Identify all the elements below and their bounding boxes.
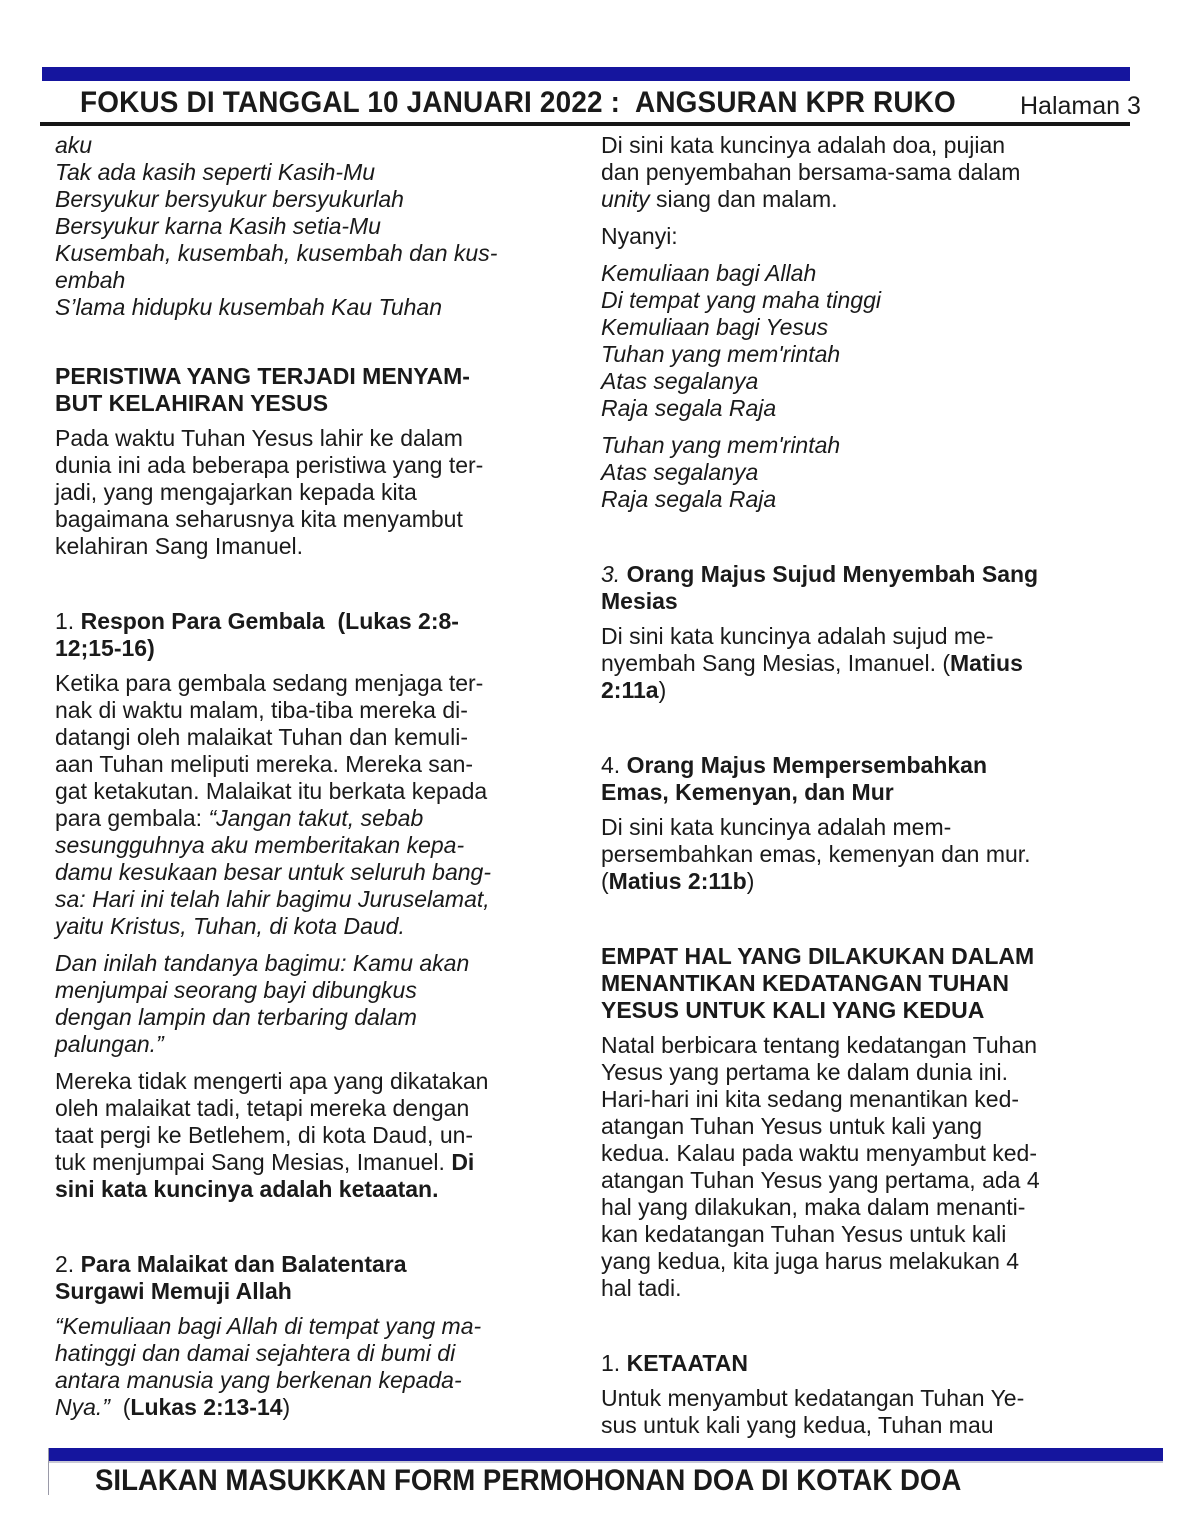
text-run: EMPAT HAL YANG DILAKUKAN DALAM xyxy=(601,943,1035,969)
text-line xyxy=(55,1068,585,1095)
heading-ketaatan xyxy=(601,1350,1156,1377)
text-run: para gembala: xyxy=(55,805,209,831)
text-line xyxy=(55,950,585,977)
text-line xyxy=(55,1149,585,1176)
text-line xyxy=(55,425,585,452)
heading-orang-majus-persembahan xyxy=(601,752,1156,806)
text-run: 1. xyxy=(601,1350,627,1376)
text-line xyxy=(55,213,585,240)
text-run: Bersyukur bersyukur bersyukurlah xyxy=(55,186,404,212)
text-run: tuk menjumpai Sang Mesias, Imanuel. xyxy=(55,1149,452,1175)
text-run: atangan Tuhan Yesus untuk kali yang xyxy=(601,1113,983,1139)
text-line xyxy=(601,1167,1156,1194)
heading-empat-hal xyxy=(601,943,1156,1024)
text-line xyxy=(601,814,1156,841)
para-tanda xyxy=(55,950,585,1058)
text-line xyxy=(601,1412,1156,1439)
text-line xyxy=(601,1140,1156,1167)
text-run: Lukas 2:13-14 xyxy=(130,1394,283,1420)
text-line xyxy=(601,1385,1156,1412)
text-run: Kusembah, kusembah, kusembah dan kus- xyxy=(55,240,498,266)
text-run: hal yang dilakukan, maka dalam menanti- xyxy=(601,1194,1026,1220)
heading-orang-majus-sujud xyxy=(601,561,1156,615)
para-peristiwa xyxy=(55,425,585,560)
text-line xyxy=(55,132,585,159)
text-line xyxy=(601,1059,1156,1086)
text-run: Natal berbicara tentang kedatangan Tuhan xyxy=(601,1032,1038,1058)
text-line xyxy=(55,1176,585,1203)
text-line xyxy=(55,1340,585,1367)
text-line xyxy=(55,886,585,913)
text-run: Raja segala Raja xyxy=(601,486,777,512)
text-run: ) xyxy=(746,868,755,894)
text-run: Yesus yang pertama ke dalam dunia ini. xyxy=(601,1059,1009,1085)
frame-edge-line xyxy=(48,1448,49,1495)
text-run: KETAATAN xyxy=(626,1350,748,1376)
text-run: oleh malaikat tadi, tetapi mereka dengan xyxy=(55,1095,470,1121)
text-run: Respon Para Gembala (Lukas 2:8- xyxy=(80,608,459,634)
text-line xyxy=(55,832,585,859)
text-line xyxy=(55,1004,585,1031)
text-run: Raja segala Raja xyxy=(601,395,777,421)
text-line xyxy=(55,1122,585,1149)
text-run: ( xyxy=(601,868,609,894)
text-run: gat ketakutan. Malaikat itu berkata kepada xyxy=(55,778,488,804)
song-opening xyxy=(55,132,585,321)
song-kemuliaan-stanza-2 xyxy=(601,432,1156,513)
text-run: bagaimana seharusnya kita menyambut xyxy=(55,506,463,532)
heading-malaikat-balatentara xyxy=(55,1251,585,1305)
text-run: Tak ada kasih seperti Kasih-Mu xyxy=(55,159,376,185)
text-run: kelahiran Sang Imanuel. xyxy=(55,533,304,559)
text-run: Di sini kata kuncinya adalah mem- xyxy=(601,814,952,840)
text-run: Kemuliaan bagi Yesus xyxy=(601,314,829,340)
text-run: atangan Tuhan Yesus yang pertama, ada 4 xyxy=(601,1167,1040,1193)
text-run: 2:11a xyxy=(601,677,659,703)
text-line xyxy=(601,650,1156,677)
text-line xyxy=(601,459,1156,486)
text-line xyxy=(601,997,1156,1024)
text-line xyxy=(601,943,1156,970)
text-line xyxy=(55,778,585,805)
text-line xyxy=(55,294,585,321)
text-line xyxy=(55,697,585,724)
text-line xyxy=(55,859,585,886)
text-run: Matius xyxy=(950,650,1023,676)
text-line xyxy=(55,608,585,635)
text-run: Pada waktu Tuhan Yesus lahir ke dalam xyxy=(55,425,463,451)
text-run: 1. xyxy=(55,608,81,634)
text-run: dunia ini ada beberapa peristiwa yang ter- xyxy=(55,452,484,478)
text-run: 4. xyxy=(601,752,627,778)
text-line xyxy=(601,395,1156,422)
text-line xyxy=(55,240,585,267)
text-run: sus untuk kali yang kedua, Tuhan mau xyxy=(601,1412,994,1438)
text-run: unity xyxy=(601,186,650,212)
text-line xyxy=(601,186,1156,213)
text-run: dan penyembahan bersama-sama dalam xyxy=(601,159,1021,185)
text-run: aku xyxy=(55,132,93,158)
text-run: S’lama hidupku kusembah Kau Tuhan xyxy=(55,294,442,320)
text-line xyxy=(55,635,585,662)
text-run: Atas segalanya xyxy=(601,368,759,394)
text-run: BUT KELAHIRAN YESUS xyxy=(55,390,329,416)
heading-respon-gembala xyxy=(55,608,585,662)
para-natal xyxy=(601,1032,1156,1302)
text-line xyxy=(601,341,1156,368)
text-line xyxy=(55,186,585,213)
text-run: hal tadi. xyxy=(601,1275,682,1301)
text-line xyxy=(601,314,1156,341)
para-kemuliaan-quote xyxy=(55,1313,585,1421)
text-run: YESUS UNTUK KALI YANG KEDUA xyxy=(601,997,985,1023)
text-line xyxy=(601,260,1156,287)
text-line xyxy=(55,1095,585,1122)
text-run: 2. xyxy=(55,1251,81,1277)
text-line xyxy=(601,1275,1156,1302)
para-persembahan xyxy=(601,814,1156,895)
text-line xyxy=(601,223,1156,250)
text-line xyxy=(55,1278,585,1305)
text-line xyxy=(601,868,1156,895)
text-run: siang dan malam. xyxy=(649,186,838,212)
text-line xyxy=(55,363,585,390)
text-line xyxy=(55,506,585,533)
text-run: aan Tuhan meliputi mereka. Mereka san- xyxy=(55,751,474,777)
text-run: palungan.” xyxy=(55,1031,164,1057)
text-line xyxy=(55,479,585,506)
text-run: hatinggi dan damai sejahtera di bumi di xyxy=(55,1340,456,1366)
text-line xyxy=(601,1194,1156,1221)
text-line xyxy=(55,1031,585,1058)
text-line xyxy=(55,977,585,1004)
text-line xyxy=(55,533,585,560)
label-nyanyi xyxy=(601,223,1156,250)
text-line xyxy=(55,805,585,832)
text-line xyxy=(601,1248,1156,1275)
text-run: datangi oleh malaikat Tuhan dan kemuli- xyxy=(55,724,468,750)
text-run: 3. xyxy=(601,561,627,587)
para-respon-gembala xyxy=(55,670,585,940)
text-line xyxy=(601,561,1156,588)
text-line xyxy=(55,1367,585,1394)
text-run: persembahkan emas, kemenyan dan mur. xyxy=(601,841,1031,867)
left-column xyxy=(55,132,585,1421)
text-run: Surgawi Memuji Allah xyxy=(55,1278,292,1304)
text-line xyxy=(601,368,1156,395)
text-run: sa: Hari ini telah lahir bagimu Juruselamat, xyxy=(55,886,490,912)
text-line xyxy=(601,486,1156,513)
page-number-label: Halaman 3 xyxy=(1020,92,1141,120)
heading-peristiwa xyxy=(55,363,585,417)
text-run: Tuhan yang mem'rintah xyxy=(601,432,841,458)
text-line xyxy=(601,1113,1156,1140)
text-run: dengan lampin dan terbaring dalam xyxy=(55,1004,417,1030)
text-line xyxy=(601,841,1156,868)
text-line xyxy=(55,390,585,417)
text-run: Dan inilah tandanya bagimu: Kamu akan xyxy=(55,950,470,976)
text-run: Atas segalanya xyxy=(601,459,759,485)
text-run: nak di waktu malam, tiba-tiba mereka di- xyxy=(55,697,468,723)
para-menyambut-kedatangan xyxy=(601,1385,1156,1439)
text-run: sini kata kuncinya adalah ketaatan. xyxy=(55,1176,439,1202)
text-line xyxy=(601,1221,1156,1248)
text-run: Mereka tidak mengerti apa yang dikatakan xyxy=(55,1068,489,1094)
text-run: taat pergi ke Betlehem, di kota Daud, un- xyxy=(55,1122,474,1148)
text-run: Hari-hari ini kita sedang menantikan ked- xyxy=(601,1086,1020,1112)
text-run: Di sini kata kuncinya adalah sujud me- xyxy=(601,623,994,649)
text-run: Orang Majus Mempersembahkan xyxy=(626,752,988,778)
text-run: Matius 2:11b xyxy=(608,868,747,894)
text-run: yaitu Kristus, Tuhan, di kota Daud. xyxy=(55,913,405,939)
text-line xyxy=(55,1251,585,1278)
text-line xyxy=(601,159,1156,186)
page-title: FOKUS DI TANGGAL 10 JANUARI 2022 : ANGSURAN KPR RUKO xyxy=(80,86,956,119)
text-run: ) xyxy=(282,1394,291,1420)
footer-accent-bar xyxy=(48,1448,1163,1463)
text-line xyxy=(601,132,1156,159)
text-line xyxy=(601,1086,1156,1113)
text-line xyxy=(55,159,585,186)
top-accent-bar xyxy=(42,67,1130,81)
text-line xyxy=(601,1350,1156,1377)
text-run: Di tempat yang maha tinggi xyxy=(601,287,881,313)
text-run: ) xyxy=(658,677,667,703)
text-run: embah xyxy=(55,267,126,293)
para-ketaatan xyxy=(55,1068,585,1203)
text-line xyxy=(601,779,1156,806)
text-run: kan kedatangan Tuhan Yesus untuk kali xyxy=(601,1221,1007,1247)
text-line xyxy=(601,752,1156,779)
text-run: antara manusia yang berkenan kepada- xyxy=(55,1367,462,1393)
text-run: Ketika para gembala sedang menjaga ter- xyxy=(55,670,484,696)
text-line xyxy=(601,970,1156,997)
text-run: damu kesukaan besar untuk seluruh bang- xyxy=(55,859,492,885)
text-run: Orang Majus Sujud Menyembah Sang xyxy=(626,561,1039,587)
text-run: PERISTIWA YANG TERJADI MENYAM- xyxy=(55,363,470,389)
text-run: MENANTIKAN KEDATANGAN TUHAN xyxy=(601,970,1010,996)
text-line xyxy=(55,670,585,697)
text-run: menjumpai seorang bayi dibungkus xyxy=(55,977,417,1003)
text-line xyxy=(55,751,585,778)
text-run: Bersyukur karna Kasih setia-Mu xyxy=(55,213,381,239)
text-line xyxy=(55,267,585,294)
right-column xyxy=(601,132,1156,1439)
text-line xyxy=(55,724,585,751)
text-line xyxy=(55,913,585,940)
song-kemuliaan-stanza-1 xyxy=(601,260,1156,422)
text-run: Mesias xyxy=(601,588,678,614)
text-run: “Kemuliaan bagi Allah di tempat yang ma- xyxy=(55,1313,482,1339)
footer-notice: SILAKAN MASUKKAN FORM PERMOHONAN DOA DI KOTAK DOA xyxy=(95,1464,962,1497)
text-run: 12;15-16) xyxy=(55,635,155,661)
text-run: Para Malaikat dan Balatentara xyxy=(80,1251,407,1277)
text-run: yang kedua, kita juga harus melakukan 4 xyxy=(601,1248,1020,1274)
text-run: sesungguhnya aku memberitakan kepa- xyxy=(55,832,465,858)
text-run: ( xyxy=(122,1394,131,1420)
para-doa-pujian xyxy=(601,132,1156,213)
text-line xyxy=(601,623,1156,650)
text-line xyxy=(601,588,1156,615)
text-run: Kemuliaan bagi Allah xyxy=(601,260,817,286)
text-run: Di xyxy=(451,1149,475,1175)
header-divider-rule xyxy=(40,122,1130,126)
text-run: nyembah Sang Mesias, Imanuel. ( xyxy=(601,650,951,676)
text-run: Tuhan yang mem'rintah xyxy=(601,341,841,367)
text-run: Emas, Kemenyan, dan Mur xyxy=(601,779,894,805)
text-line xyxy=(55,1313,585,1340)
text-line xyxy=(55,1394,585,1421)
text-line xyxy=(601,287,1156,314)
text-run: Untuk menyambut kedatangan Tuhan Ye- xyxy=(601,1385,1025,1411)
text-line xyxy=(601,677,1156,704)
text-line xyxy=(55,452,585,479)
text-run: kedua. Kalau pada waktu menyambut ked- xyxy=(601,1140,1037,1166)
text-run: Nya.” xyxy=(55,1394,123,1420)
text-line xyxy=(601,432,1156,459)
para-sujud xyxy=(601,623,1156,704)
text-run: “Jangan takut, sebab xyxy=(208,805,424,831)
text-run: Di sini kata kuncinya adalah doa, pujian xyxy=(601,132,1006,158)
text-run: jadi, yang mengajarkan kepada kita xyxy=(55,479,417,505)
text-run: Nyanyi: xyxy=(601,223,678,249)
text-line xyxy=(601,1032,1156,1059)
